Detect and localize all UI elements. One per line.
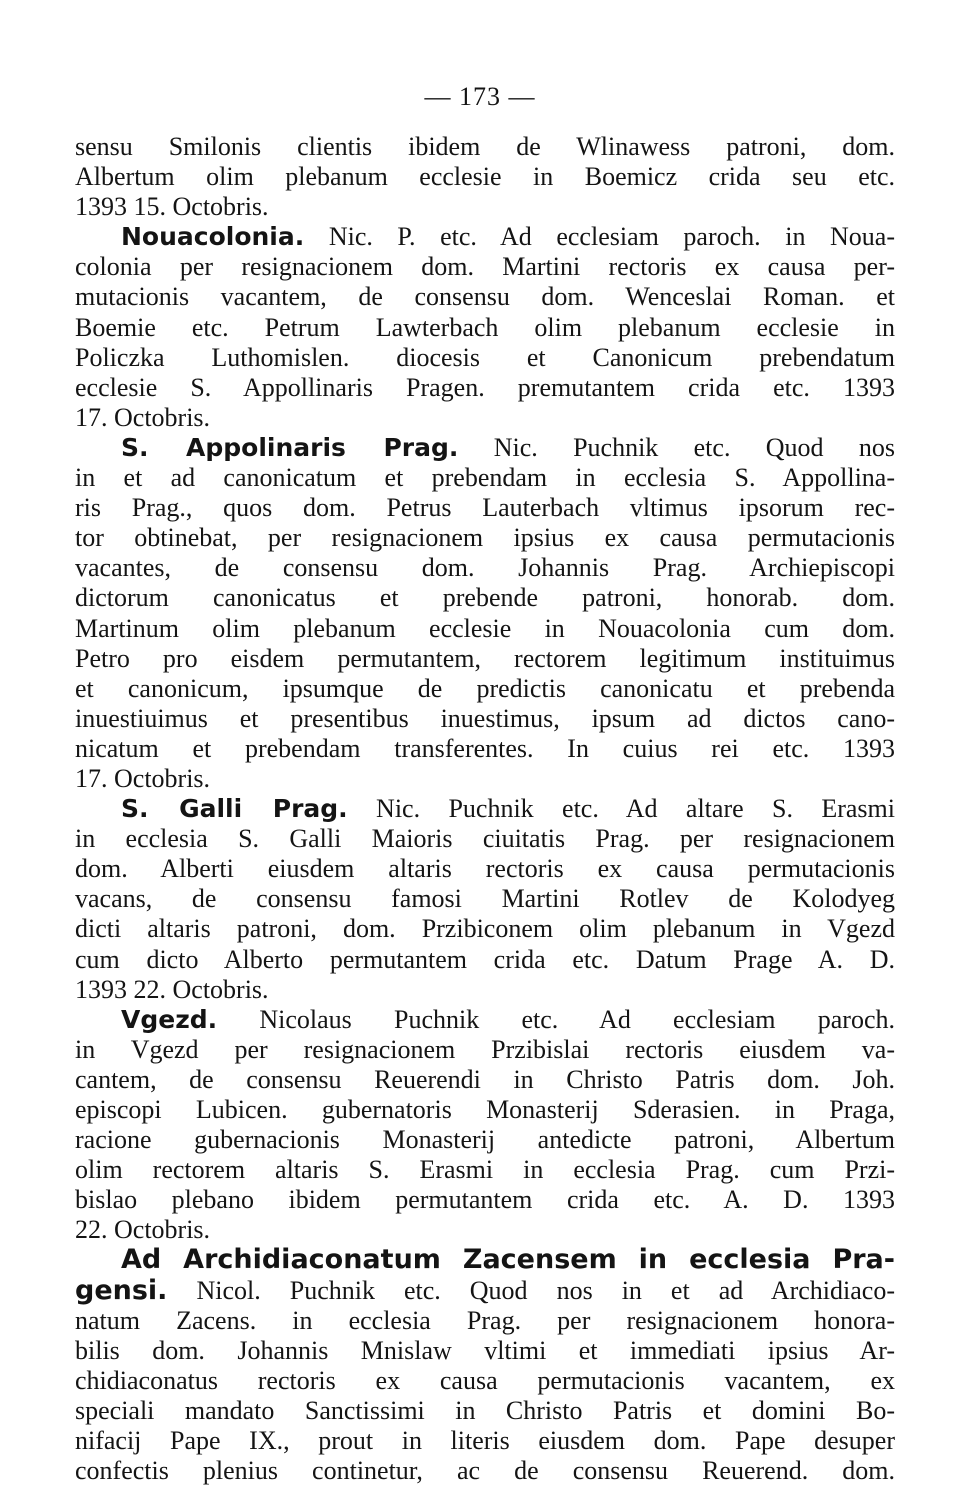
text-line: gensi. Nicol. Puchnik etc. Quod nos in et ad Archidiaco- bbox=[75, 1274, 895, 1306]
entry-heading-line: S. Appolinaris Prag. Nic. Puchnik etc. Quod nos bbox=[121, 432, 895, 462]
text-line: chidiaconatus rectoris ex causa permutacionis vacantem, ex bbox=[75, 1365, 895, 1395]
text-line: sensu Smilonis clientis ibidem de Wlinawess patroni, dom. bbox=[75, 132, 895, 161]
text-line: dictorum canonicatus et prebende patroni, honorab. dom. bbox=[75, 583, 895, 613]
entry-heading-line: Vgezd. Nicolaus Puchnik etc. Ad ecclesiam paroch. bbox=[121, 1004, 895, 1034]
text-line: ris Prag., quos dom. Petrus Lauterbach vltimus ipsorum rec- bbox=[75, 493, 895, 523]
text-line: bilis dom. Johannis Mnislaw vltimi et immediati ipsius Ar- bbox=[75, 1335, 895, 1365]
text-line: dicti altaris patroni, dom. Przibiconem olim plebanum in Vgezd bbox=[75, 914, 895, 944]
entry-heading-line: Nouacolonia. Nic. P. etc. Ad ecclesiam paroch. in Noua- bbox=[121, 222, 895, 252]
text-line: vacans, de consensu famosi Martini Rotlev de Kolodyeg bbox=[75, 884, 895, 914]
entry-heading: S. Appolinaris Prag. bbox=[121, 432, 459, 462]
section-heading: Ad Archidiaconatum Zacensem in ecclesia Pra- bbox=[121, 1244, 895, 1276]
text-line: 1393 15. Octobris. bbox=[75, 192, 269, 222]
text-line: 22. Octobris. bbox=[75, 1215, 211, 1245]
text-line: in et ad canonicatum et prebendam in ecclesia S. Appollina- bbox=[75, 463, 895, 493]
text-line: vacantes, de consensu dom. Johannis Prag. Archiepiscopi bbox=[75, 553, 895, 583]
section-heading-continued: gensi. bbox=[75, 1274, 168, 1306]
entry-heading: Vgezd. bbox=[121, 1004, 218, 1034]
text-line: 17. Octobris. bbox=[75, 763, 211, 793]
entry-heading-line bbox=[75, 1245, 895, 1275]
entry-heading-line: S. Galli Prag. Nic. Puchnik etc. Ad altare S. Erasmi bbox=[121, 794, 895, 824]
body-text bbox=[75, 132, 895, 1486]
text-line: tor obtinebat, per resignacionem ipsius ex causa permutacionis bbox=[75, 523, 895, 553]
text-line: nifacij Pape IX., prout in literis eiusdem dom. Pape desuper bbox=[75, 1426, 895, 1456]
entry-heading: S. Galli Prag. bbox=[121, 794, 348, 824]
text-line: episcopi Lubicen. gubernatoris Monasterij Sderasien. in Praga, bbox=[75, 1095, 895, 1124]
text-line: Policzka Luthomislen. diocesis et Canonicum prebendatum bbox=[75, 342, 895, 372]
text-line: in ecclesia S. Galli Maioris ciuitatis Prag. per resignacionem bbox=[75, 824, 895, 854]
text-line: et canonicum, ipsumque de predictis canonicatu et prebenda bbox=[75, 673, 895, 703]
text-line: Boemie etc. Petrum Lawterbach olim plebanum ecclesie in bbox=[75, 312, 895, 342]
text-line: ecclesie S. Appollinaris Pragen. premutantem crida etc. 1393 bbox=[75, 372, 895, 402]
page-number: — 173 — bbox=[424, 82, 536, 111]
text-line: Martinum olim plebanum ecclesie in Nouacolonia cum dom. bbox=[75, 613, 895, 643]
text-line: dom. Alberti eiusdem altaris rectoris ex causa permutacionis bbox=[75, 854, 895, 884]
text-line: nicatum et prebendam transferentes. In cuius rei etc. 1393 bbox=[75, 733, 895, 763]
text-line: confectis plenius continetur, ac de consensu Reuerend. dom. bbox=[75, 1456, 895, 1486]
text-line: natum Zacens. in ecclesia Prag. per resignacionem honora- bbox=[75, 1305, 895, 1335]
text-line: racione gubernacionis Monasterij antedicte patroni, Albertum bbox=[75, 1125, 895, 1155]
text-line: Albertum olim plebanum ecclesie in Boemicz crida seu etc. bbox=[75, 162, 895, 192]
text-line: bislao plebano ibidem permutantem crida etc. A. D. 1393 bbox=[75, 1185, 895, 1215]
text-line: in Vgezd per resignacionem Przibislai rectoris eiusdem va- bbox=[75, 1034, 895, 1064]
text-line: olim rectorem altaris S. Erasmi in ecclesia Prag. cum Przi- bbox=[75, 1155, 895, 1185]
text-line: 17. Octobris. bbox=[75, 402, 211, 432]
text-line: mutacionis vacantem, de consensu dom. Wenceslai Roman. et bbox=[75, 282, 895, 312]
text-line: cum dicto Alberto permutantem crida etc. Datum Prage A. D. bbox=[75, 944, 895, 974]
text-line: speciali mandato Sanctissimi in Christo Patris et domini Bo- bbox=[75, 1395, 895, 1425]
text-line: 1393 22. Octobris. bbox=[75, 974, 269, 1004]
text-line: Petro pro eisdem permutantem, rectorem legitimum instituimus bbox=[75, 643, 895, 673]
text-line: inuestiuimus et presentibus inuestimus, ipsum ad dictos cano- bbox=[75, 703, 895, 733]
text-line: colonia per resignacionem dom. Martini rectoris ex causa per- bbox=[75, 252, 895, 282]
text-line: cantem, de consensu Reuerendi in Christo Patris dom. Joh. bbox=[75, 1064, 895, 1094]
entry-heading: Nouacolonia. bbox=[121, 222, 305, 252]
